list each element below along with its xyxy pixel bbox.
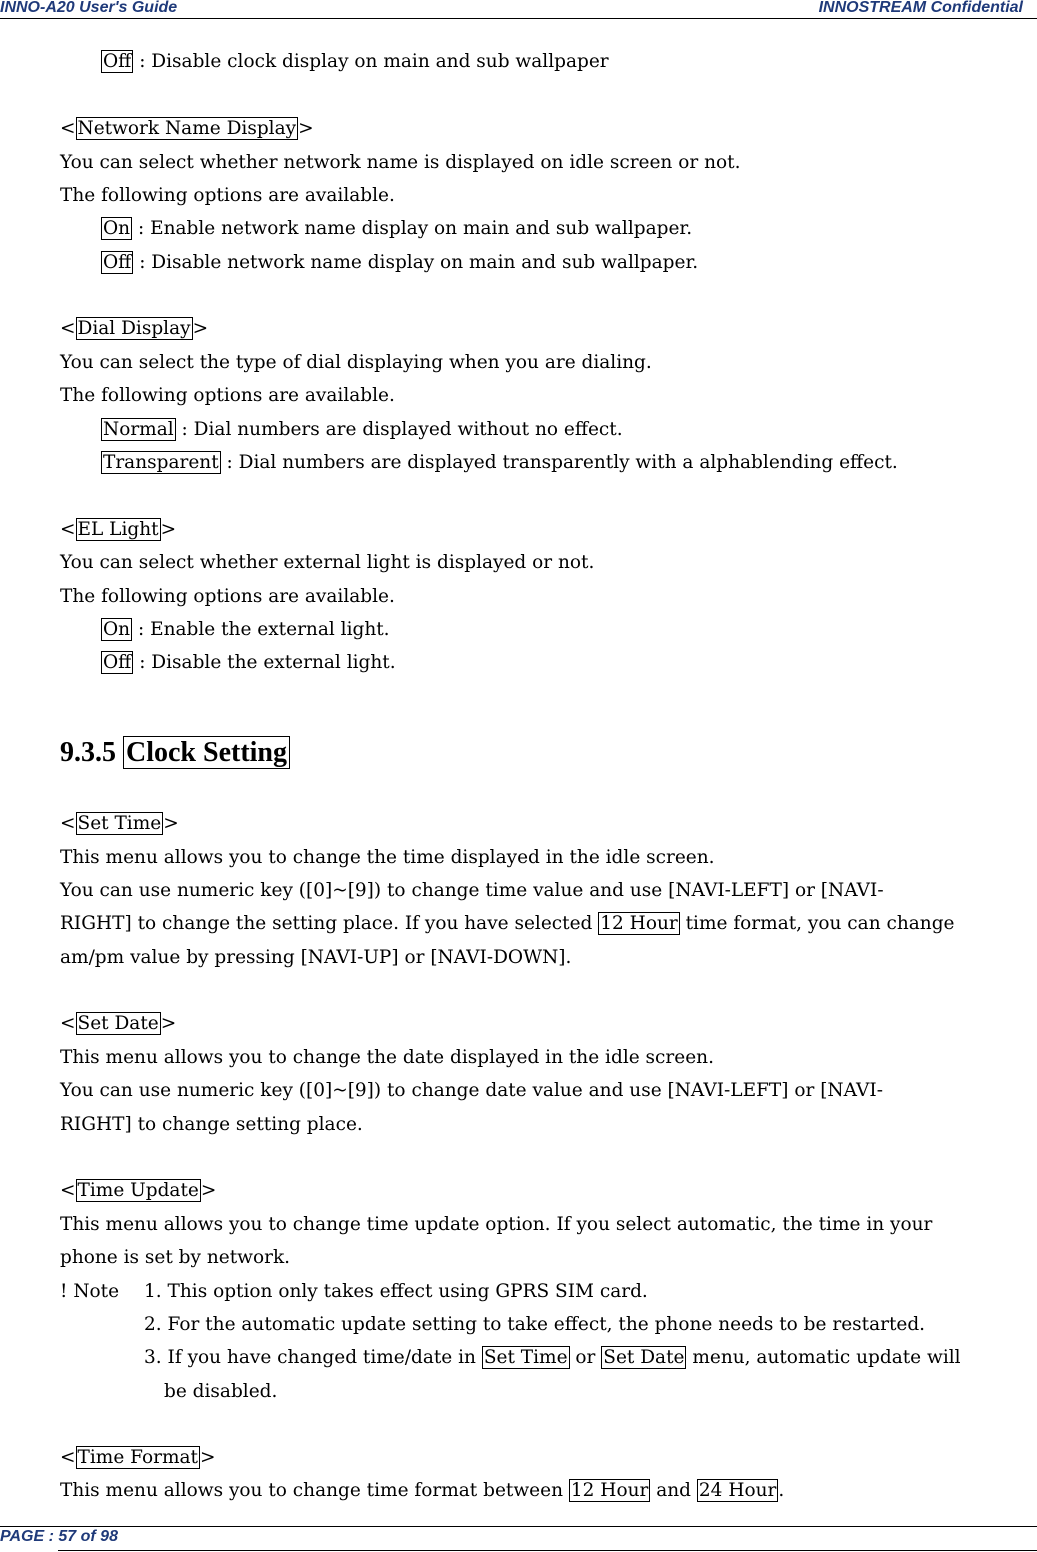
set-time-heading: < Set Time > (60, 813, 179, 834)
el-light-heading: < EL Light > (60, 519, 177, 540)
page-number: PAGE : 57 of 98 (0, 1528, 118, 1545)
option-box: Off (103, 51, 132, 72)
paragraph-line: You can use numeric key ([0]~[9]) to change time value and use [NAVI-LEFT] or [NAVI- (60, 880, 884, 901)
paragraph-line: You can use numeric key ([0]~[9]) to change date value and use [NAVI-LEFT] or [NAVI- (60, 1080, 883, 1101)
clock-off-option: Off : Disable clock display on main and sub wallpaper (103, 51, 609, 72)
note-item: 2. For the automatic update setting to take effect, the phone needs to be restarted. (144, 1314, 926, 1335)
paragraph-line: This menu allows you to change time update option. If you select automatic, the time in your (60, 1214, 933, 1235)
paragraph-line: You can select whether network name is displayed on idle screen or not. (60, 152, 741, 173)
paragraph-line: RIGHT] to change the setting place. If you have selected 12 Hour time format, you can change (60, 913, 955, 934)
set-date-heading: < Set Date > (60, 1013, 177, 1034)
dial-display-heading: < Dial Display > (60, 318, 209, 339)
paragraph-line: The following options are available. (60, 385, 395, 406)
header-confidential: INNOSTREAM Confidential (818, 0, 1023, 16)
option-line: Transparent : Dial numbers are displayed transparently with a alphablending effect. (103, 452, 898, 473)
paragraph-line: This menu allows you to change time format between 12 Hour and 24 Hour . (60, 1480, 785, 1501)
footer-rule (0, 1526, 1037, 1527)
page-footer (0, 1526, 1037, 1552)
paragraph-line: The following options are available. (60, 586, 395, 607)
note-label: ! Note (60, 1281, 120, 1302)
paragraph-line: The following options are available. (60, 185, 395, 206)
time-update-heading: < Time Update > (60, 1180, 217, 1201)
paragraph-line: am/pm value by pressing [NAVI-UP] or [NAVI-DOWN]. (60, 947, 572, 968)
paragraph-line: You can select the type of dial displaying when you are dialing. (60, 352, 652, 373)
network-name-heading: < Network Name Display > (60, 118, 314, 139)
option-line: Off : Disable the external light. (103, 652, 396, 673)
paragraph-line: RIGHT] to change setting place. (60, 1114, 363, 1135)
time-format-heading: < Time Format > (60, 1447, 216, 1468)
note-item: 1. This option only takes effect using GPRS SIM card. (144, 1281, 648, 1302)
page-header (0, 0, 1037, 19)
option-line: On : Enable network name display on main and sub wallpaper. (103, 218, 693, 239)
heading-box: Network Name Display (77, 118, 297, 139)
header-doc-title: INNO-A20 User's Guide (0, 0, 178, 16)
paragraph-line: This menu allows you to change the date displayed in the idle screen. (60, 1047, 714, 1068)
option-line: Normal : Dial numbers are displayed without no effect. (103, 419, 623, 440)
option-line: On : Enable the external light. (103, 619, 390, 640)
section-heading: 9.3.5 Clock Setting (60, 735, 290, 771)
option-line: Off : Disable network name display on main and sub wallpaper. (103, 252, 699, 273)
section-title-box: Clock Setting (123, 736, 290, 769)
note-item-cont: be disabled. (164, 1381, 278, 1402)
note-item: 3. If you have changed time/date in Set Time or Set Date menu, automatic update will (144, 1347, 961, 1368)
paragraph-line: phone is set by network. (60, 1247, 291, 1268)
paragraph-line: You can select whether external light is displayed or not. (60, 552, 595, 573)
paragraph-line: This menu allows you to change the time displayed in the idle screen. (60, 847, 715, 868)
